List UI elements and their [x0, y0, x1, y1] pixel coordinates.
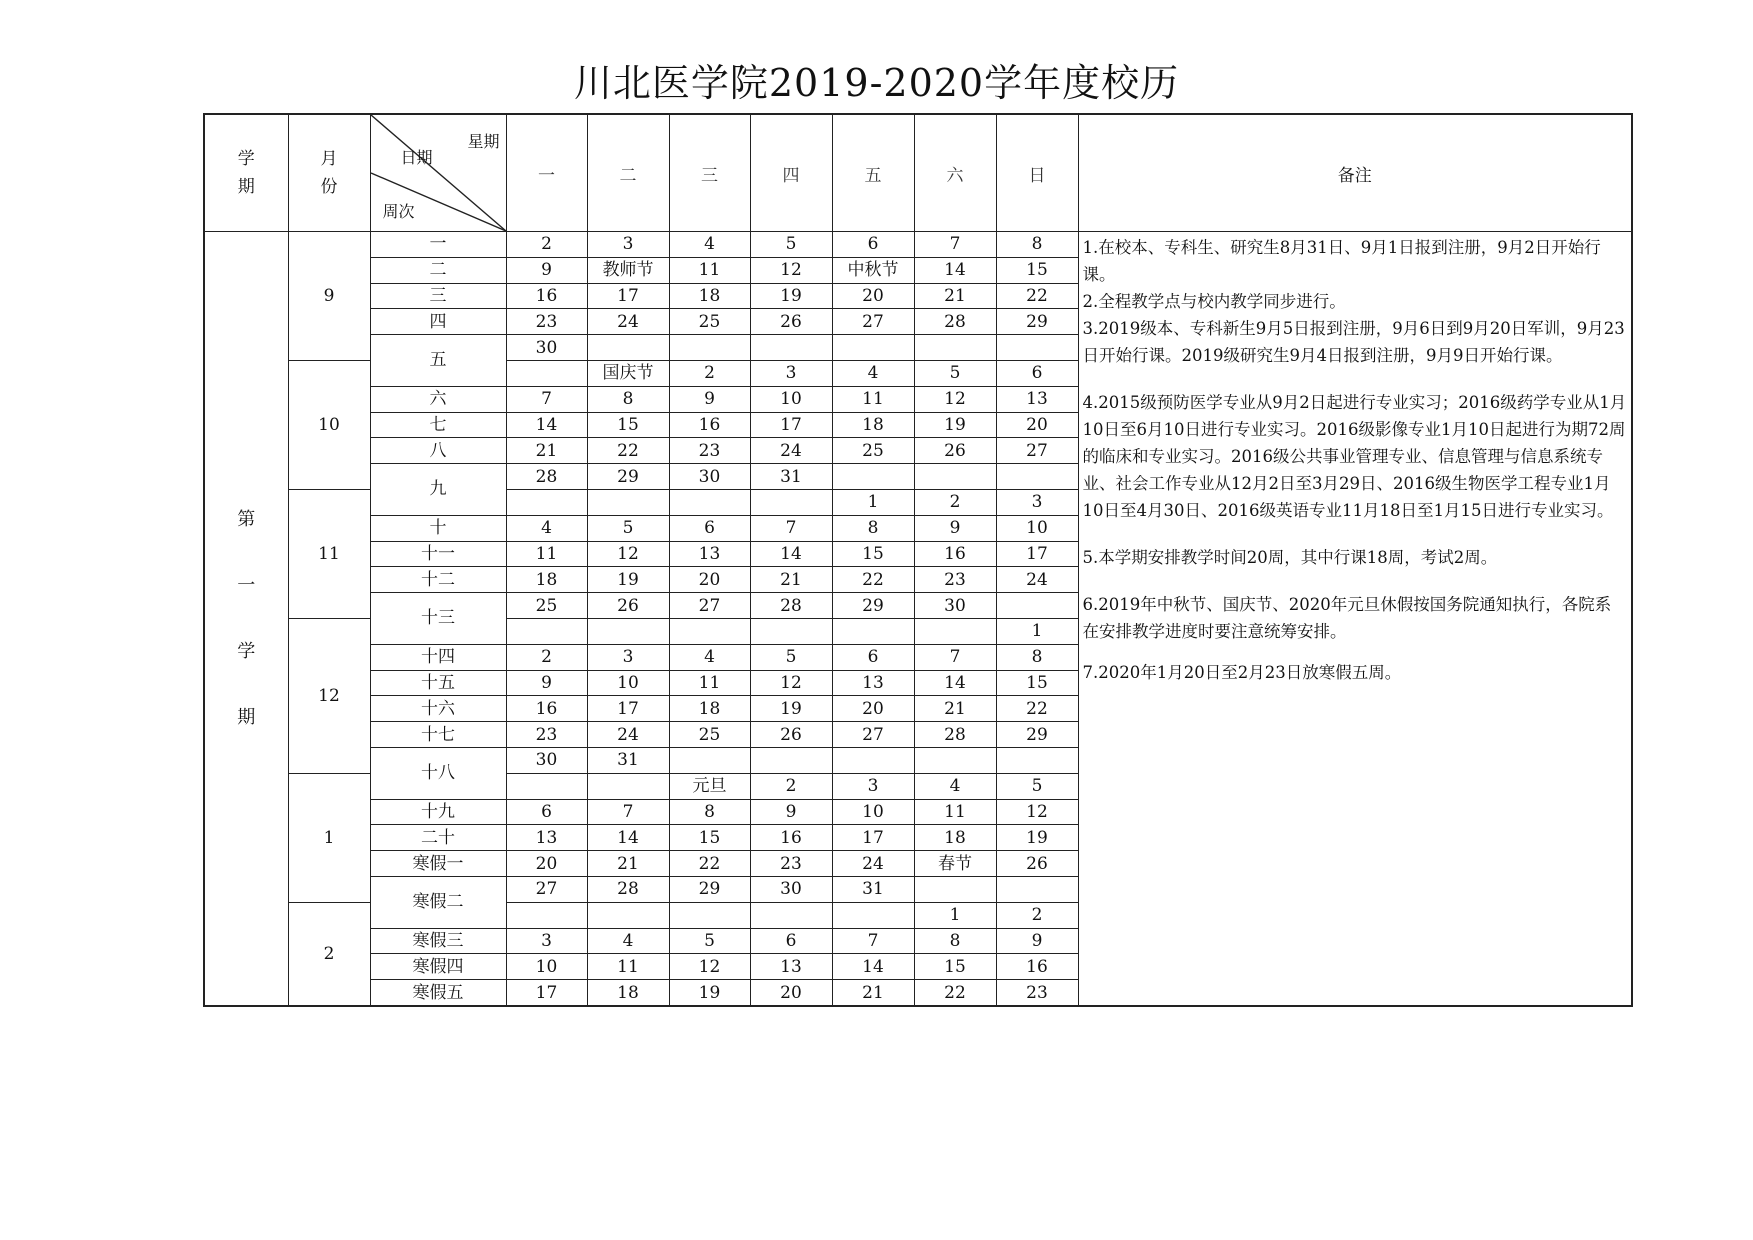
day-cell	[996, 464, 1078, 490]
day-cell	[832, 464, 914, 490]
day-cell: 23	[750, 851, 832, 877]
month-cell: 1	[288, 773, 370, 902]
day-cell: 5	[914, 360, 996, 386]
weekday-header-sat: 六	[914, 114, 996, 232]
day-cell	[996, 747, 1078, 773]
day-cell	[750, 489, 832, 515]
day-cell: 22	[669, 851, 750, 877]
week-number-cell: 寒假三	[370, 928, 506, 954]
day-cell: 30	[750, 876, 832, 902]
day-cell: 3	[750, 360, 832, 386]
day-cell: 14	[750, 541, 832, 567]
day-cell	[506, 489, 587, 515]
day-cell: 30	[914, 593, 996, 619]
day-cell: 16	[669, 412, 750, 438]
weekday-header-mon: 一	[506, 114, 587, 232]
week-number-cell: 二十	[370, 825, 506, 851]
day-cell: 21	[914, 696, 996, 722]
day-cell	[914, 464, 996, 490]
day-cell: 15	[832, 541, 914, 567]
day-cell: 8	[832, 515, 914, 541]
day-cell: 20	[669, 567, 750, 593]
day-cell	[669, 335, 750, 361]
day-cell: 7	[506, 386, 587, 412]
day-cell: 12	[996, 799, 1078, 825]
week-number-cell: 十一	[370, 541, 506, 567]
day-cell: 26	[750, 309, 832, 335]
day-cell: 28	[914, 309, 996, 335]
calendar-body	[204, 232, 1632, 1007]
week-number-cell: 十三	[370, 593, 506, 645]
day-cell: 2	[669, 360, 750, 386]
semester-label-char: 学	[237, 640, 256, 662]
week-number-cell: 九	[370, 464, 506, 516]
week-number-cell: 七	[370, 412, 506, 438]
week-number-cell: 寒假五	[370, 980, 506, 1006]
day-cell: 14	[914, 257, 996, 283]
day-cell: 24	[832, 851, 914, 877]
day-cell: 8	[996, 232, 1078, 258]
week-number-cell: 十二	[370, 567, 506, 593]
day-cell: 12	[669, 954, 750, 980]
day-cell: 22	[996, 696, 1078, 722]
day-cell: 13	[669, 541, 750, 567]
day-cell: 22	[832, 567, 914, 593]
day-cell: 10	[832, 799, 914, 825]
day-cell: 16	[506, 696, 587, 722]
day-cell: 28	[914, 722, 996, 748]
day-cell: 4	[669, 232, 750, 258]
day-cell: 11	[669, 257, 750, 283]
day-cell: 春节	[914, 851, 996, 877]
day-cell: 18	[587, 980, 669, 1006]
note-item: 1.在校本、专科生、研究生8月31日、9月1日报到注册，9月2日开始行课。	[1082, 238, 1601, 284]
day-cell	[669, 618, 750, 644]
day-cell: 11	[506, 541, 587, 567]
day-cell: 18	[914, 825, 996, 851]
day-cell: 2	[750, 773, 832, 799]
day-cell: 6	[832, 644, 914, 670]
day-cell: 元旦	[669, 773, 750, 799]
day-cell: 18	[506, 567, 587, 593]
day-cell: 5	[996, 773, 1078, 799]
weekday-axis-label: 星期	[467, 132, 500, 151]
day-cell: 19	[750, 283, 832, 309]
day-cell: 20	[506, 851, 587, 877]
day-cell: 13	[832, 670, 914, 696]
note-item: 2.全程教学点与校内教学同步进行。	[1082, 292, 1346, 311]
day-cell: 22	[914, 980, 996, 1006]
day-cell: 22	[587, 438, 669, 464]
day-cell: 12	[750, 257, 832, 283]
day-cell: 19	[587, 567, 669, 593]
day-cell: 15	[914, 954, 996, 980]
day-cell: 1	[914, 902, 996, 928]
day-cell: 14	[506, 412, 587, 438]
day-cell: 21	[506, 438, 587, 464]
week-number-cell: 六	[370, 386, 506, 412]
day-cell: 国庆节	[587, 360, 669, 386]
day-cell	[669, 747, 750, 773]
day-cell: 26	[587, 593, 669, 619]
day-cell	[506, 773, 587, 799]
day-cell: 15	[996, 670, 1078, 696]
day-cell: 28	[750, 593, 832, 619]
day-cell: 30	[506, 335, 587, 361]
day-cell: 3	[832, 773, 914, 799]
notes-cell	[1078, 232, 1632, 1007]
day-cell	[832, 618, 914, 644]
day-cell: 25	[832, 438, 914, 464]
day-cell: 3	[587, 644, 669, 670]
day-cell: 6	[506, 799, 587, 825]
day-cell: 8	[587, 386, 669, 412]
day-cell: 27	[669, 593, 750, 619]
week-number-cell: 一	[370, 232, 506, 258]
day-cell: 29	[996, 722, 1078, 748]
day-cell: 17	[506, 980, 587, 1006]
day-cell: 7	[914, 232, 996, 258]
day-cell: 5	[669, 928, 750, 954]
day-cell	[587, 489, 669, 515]
day-cell: 4	[506, 515, 587, 541]
day-cell: 15	[587, 412, 669, 438]
day-cell: 29	[996, 309, 1078, 335]
note-item: 7.2020年1月20日至2月23日放寒假五周。	[1082, 663, 1402, 682]
note-item: 4.2015级预防医学专业从9月2日起进行专业实习；2016级药学专业从1月10日至6月10日进行专业实习。2016级影像专业1月10日起进行为期72周的临床和专业实习。2016级公共事业管理专业、信息管理与信息系统专业、社会工作专业从12月2日至3月29日、2016级生物医学工程专业1月10日至4月30日、2016级英语专业11月18日至1月15日进行专业实习。	[1082, 393, 1627, 520]
day-cell	[750, 618, 832, 644]
day-cell: 9	[996, 928, 1078, 954]
day-cell	[506, 360, 587, 386]
day-cell: 17	[750, 412, 832, 438]
week-number-cell: 四	[370, 309, 506, 335]
day-cell: 7	[832, 928, 914, 954]
day-cell	[750, 335, 832, 361]
day-cell: 26	[914, 438, 996, 464]
day-cell: 17	[587, 696, 669, 722]
week-number-cell: 寒假一	[370, 851, 506, 877]
day-cell: 31	[587, 747, 669, 773]
weekday-header-wed: 三	[669, 114, 750, 232]
week-number-cell: 八	[370, 438, 506, 464]
day-cell: 21	[832, 980, 914, 1006]
day-cell	[914, 747, 996, 773]
day-cell: 31	[832, 876, 914, 902]
day-cell: 2	[914, 489, 996, 515]
day-cell: 28	[506, 464, 587, 490]
week-number-cell: 十	[370, 515, 506, 541]
day-cell: 2	[506, 644, 587, 670]
day-cell: 4	[587, 928, 669, 954]
day-cell: 6	[832, 232, 914, 258]
day-cell	[750, 902, 832, 928]
diagonal-header	[370, 114, 506, 232]
day-cell: 2	[996, 902, 1078, 928]
notes-spacer	[1083, 645, 1628, 659]
day-cell: 10	[506, 954, 587, 980]
day-cell	[587, 335, 669, 361]
day-cell: 6	[996, 360, 1078, 386]
day-cell: 19	[996, 825, 1078, 851]
day-cell: 30	[506, 747, 587, 773]
semester-label-char: 第	[237, 508, 256, 530]
day-cell	[914, 876, 996, 902]
day-cell: 9	[506, 670, 587, 696]
day-cell: 8	[996, 644, 1078, 670]
day-cell	[506, 902, 587, 928]
day-cell: 9	[669, 386, 750, 412]
month-header	[288, 114, 370, 232]
day-cell: 24	[750, 438, 832, 464]
day-cell: 7	[750, 515, 832, 541]
day-cell: 12	[587, 541, 669, 567]
day-cell: 7	[587, 799, 669, 825]
day-cell: 24	[587, 309, 669, 335]
semester-header-text: 学期	[237, 149, 255, 197]
semester-label-char: 期	[237, 706, 256, 728]
day-cell: 14	[587, 825, 669, 851]
note-item: 3.2019级本、专科新生9月5日报到注册，9月6日到9月20日军训，9月23日开始行课。2019级研究生9月4日报到注册，9月9日开始行课。	[1082, 319, 1625, 365]
day-cell: 26	[996, 851, 1078, 877]
day-cell: 3	[587, 232, 669, 258]
day-cell	[587, 618, 669, 644]
notes-spacer	[1083, 571, 1628, 591]
day-cell: 9	[750, 799, 832, 825]
day-cell	[587, 902, 669, 928]
day-cell: 19	[914, 412, 996, 438]
day-cell: 27	[832, 309, 914, 335]
day-cell: 6	[750, 928, 832, 954]
day-cell: 21	[750, 567, 832, 593]
month-header-text: 月份	[320, 149, 338, 197]
day-cell: 16	[506, 283, 587, 309]
week-number-cell: 十四	[370, 644, 506, 670]
day-cell: 10	[587, 670, 669, 696]
page-title: 川北医学院2019-2020学年度校历	[573, 61, 1180, 105]
day-cell: 13	[506, 825, 587, 851]
day-cell: 4	[832, 360, 914, 386]
day-cell: 18	[832, 412, 914, 438]
day-cell: 22	[996, 283, 1078, 309]
day-cell: 26	[750, 722, 832, 748]
day-cell	[832, 747, 914, 773]
day-cell: 21	[914, 283, 996, 309]
day-cell	[832, 335, 914, 361]
week-number-cell: 十九	[370, 799, 506, 825]
week-number-cell: 五	[370, 335, 506, 387]
day-cell: 18	[669, 696, 750, 722]
day-cell: 31	[750, 464, 832, 490]
month-cell: 9	[288, 232, 370, 361]
week-number-cell: 二	[370, 257, 506, 283]
day-cell: 23	[996, 980, 1078, 1006]
day-cell: 21	[587, 851, 669, 877]
day-cell: 17	[832, 825, 914, 851]
note-item: 5.本学期安排教学时间20周，其中行课18周，考试2周。	[1082, 548, 1498, 567]
day-cell: 5	[750, 644, 832, 670]
day-cell: 23	[914, 567, 996, 593]
week-number-cell: 十八	[370, 747, 506, 799]
day-cell: 6	[669, 515, 750, 541]
day-cell: 9	[506, 257, 587, 283]
day-cell: 23	[506, 722, 587, 748]
day-cell: 29	[832, 593, 914, 619]
day-cell: 11	[914, 799, 996, 825]
day-cell: 12	[750, 670, 832, 696]
day-cell: 14	[832, 954, 914, 980]
calendar-row	[204, 232, 1632, 258]
day-cell	[750, 747, 832, 773]
notes-spacer	[1083, 369, 1628, 389]
day-cell: 27	[506, 876, 587, 902]
day-cell: 中秋节	[832, 257, 914, 283]
day-cell: 16	[996, 954, 1078, 980]
day-cell: 1	[832, 489, 914, 515]
day-cell: 28	[587, 876, 669, 902]
day-cell: 14	[914, 670, 996, 696]
day-cell	[587, 773, 669, 799]
day-cell: 17	[996, 541, 1078, 567]
day-cell: 25	[506, 593, 587, 619]
day-cell: 16	[750, 825, 832, 851]
month-cell: 12	[288, 618, 370, 773]
day-cell: 11	[832, 386, 914, 412]
day-cell	[506, 618, 587, 644]
day-cell: 13	[996, 386, 1078, 412]
day-cell	[914, 618, 996, 644]
month-cell: 10	[288, 360, 370, 489]
day-cell: 11	[587, 954, 669, 980]
weekday-header-fri: 五	[832, 114, 914, 232]
day-cell: 15	[669, 825, 750, 851]
day-cell: 24	[996, 567, 1078, 593]
day-cell: 8	[669, 799, 750, 825]
day-cell: 11	[669, 670, 750, 696]
semester-label-char: 一	[237, 574, 256, 596]
day-cell: 20	[832, 696, 914, 722]
semester-cell	[204, 232, 288, 1007]
week-number-cell: 十七	[370, 722, 506, 748]
day-cell	[832, 902, 914, 928]
day-cell: 10	[996, 515, 1078, 541]
date-axis-label: 日期	[400, 148, 433, 167]
day-cell	[669, 489, 750, 515]
day-cell: 13	[750, 954, 832, 980]
month-cell: 11	[288, 489, 370, 618]
day-cell: 1	[996, 618, 1078, 644]
week-axis-label: 周次	[382, 202, 415, 221]
day-cell: 5	[750, 232, 832, 258]
month-cell: 2	[288, 902, 370, 1006]
day-cell: 12	[914, 386, 996, 412]
day-cell: 19	[669, 980, 750, 1006]
day-cell: 4	[669, 644, 750, 670]
notes-spacer	[1083, 524, 1628, 544]
day-cell: 3	[996, 489, 1078, 515]
day-cell: 2	[506, 232, 587, 258]
day-cell: 29	[669, 876, 750, 902]
weekday-header-thu: 四	[750, 114, 832, 232]
school-calendar-table	[203, 113, 1633, 1007]
day-cell: 27	[996, 438, 1078, 464]
day-cell: 23	[669, 438, 750, 464]
day-cell: 29	[587, 464, 669, 490]
day-cell	[996, 876, 1078, 902]
day-cell: 30	[669, 464, 750, 490]
day-cell: 16	[914, 541, 996, 567]
week-number-cell: 寒假二	[370, 876, 506, 928]
day-cell: 7	[914, 644, 996, 670]
day-cell: 18	[669, 283, 750, 309]
day-cell: 23	[506, 309, 587, 335]
day-cell: 25	[669, 309, 750, 335]
day-cell	[914, 335, 996, 361]
day-cell: 20	[832, 283, 914, 309]
day-cell: 27	[832, 722, 914, 748]
weekday-header-sun: 日	[996, 114, 1078, 232]
day-cell: 教师节	[587, 257, 669, 283]
day-cell: 10	[750, 386, 832, 412]
day-cell: 4	[914, 773, 996, 799]
day-cell: 20	[750, 980, 832, 1006]
day-cell: 9	[914, 515, 996, 541]
day-cell: 15	[996, 257, 1078, 283]
day-cell: 24	[587, 722, 669, 748]
day-cell: 5	[587, 515, 669, 541]
week-number-cell: 三	[370, 283, 506, 309]
weekday-header-tue: 二	[587, 114, 669, 232]
notes-header: 备注	[1078, 114, 1632, 232]
week-number-cell: 十六	[370, 696, 506, 722]
day-cell: 25	[669, 722, 750, 748]
semester-header	[204, 114, 288, 232]
header-row	[204, 114, 1632, 232]
week-number-cell: 寒假四	[370, 954, 506, 980]
day-cell	[669, 902, 750, 928]
day-cell: 17	[587, 283, 669, 309]
day-cell: 20	[996, 412, 1078, 438]
note-item: 6.2019年中秋节、国庆节、2020年元旦休假按国务院通知执行，各院系在安排教学进度时要注意统筹安排。	[1082, 595, 1612, 641]
day-cell: 19	[750, 696, 832, 722]
week-number-cell: 十五	[370, 670, 506, 696]
day-cell: 8	[914, 928, 996, 954]
day-cell	[996, 593, 1078, 619]
day-cell	[996, 335, 1078, 361]
day-cell: 3	[506, 928, 587, 954]
